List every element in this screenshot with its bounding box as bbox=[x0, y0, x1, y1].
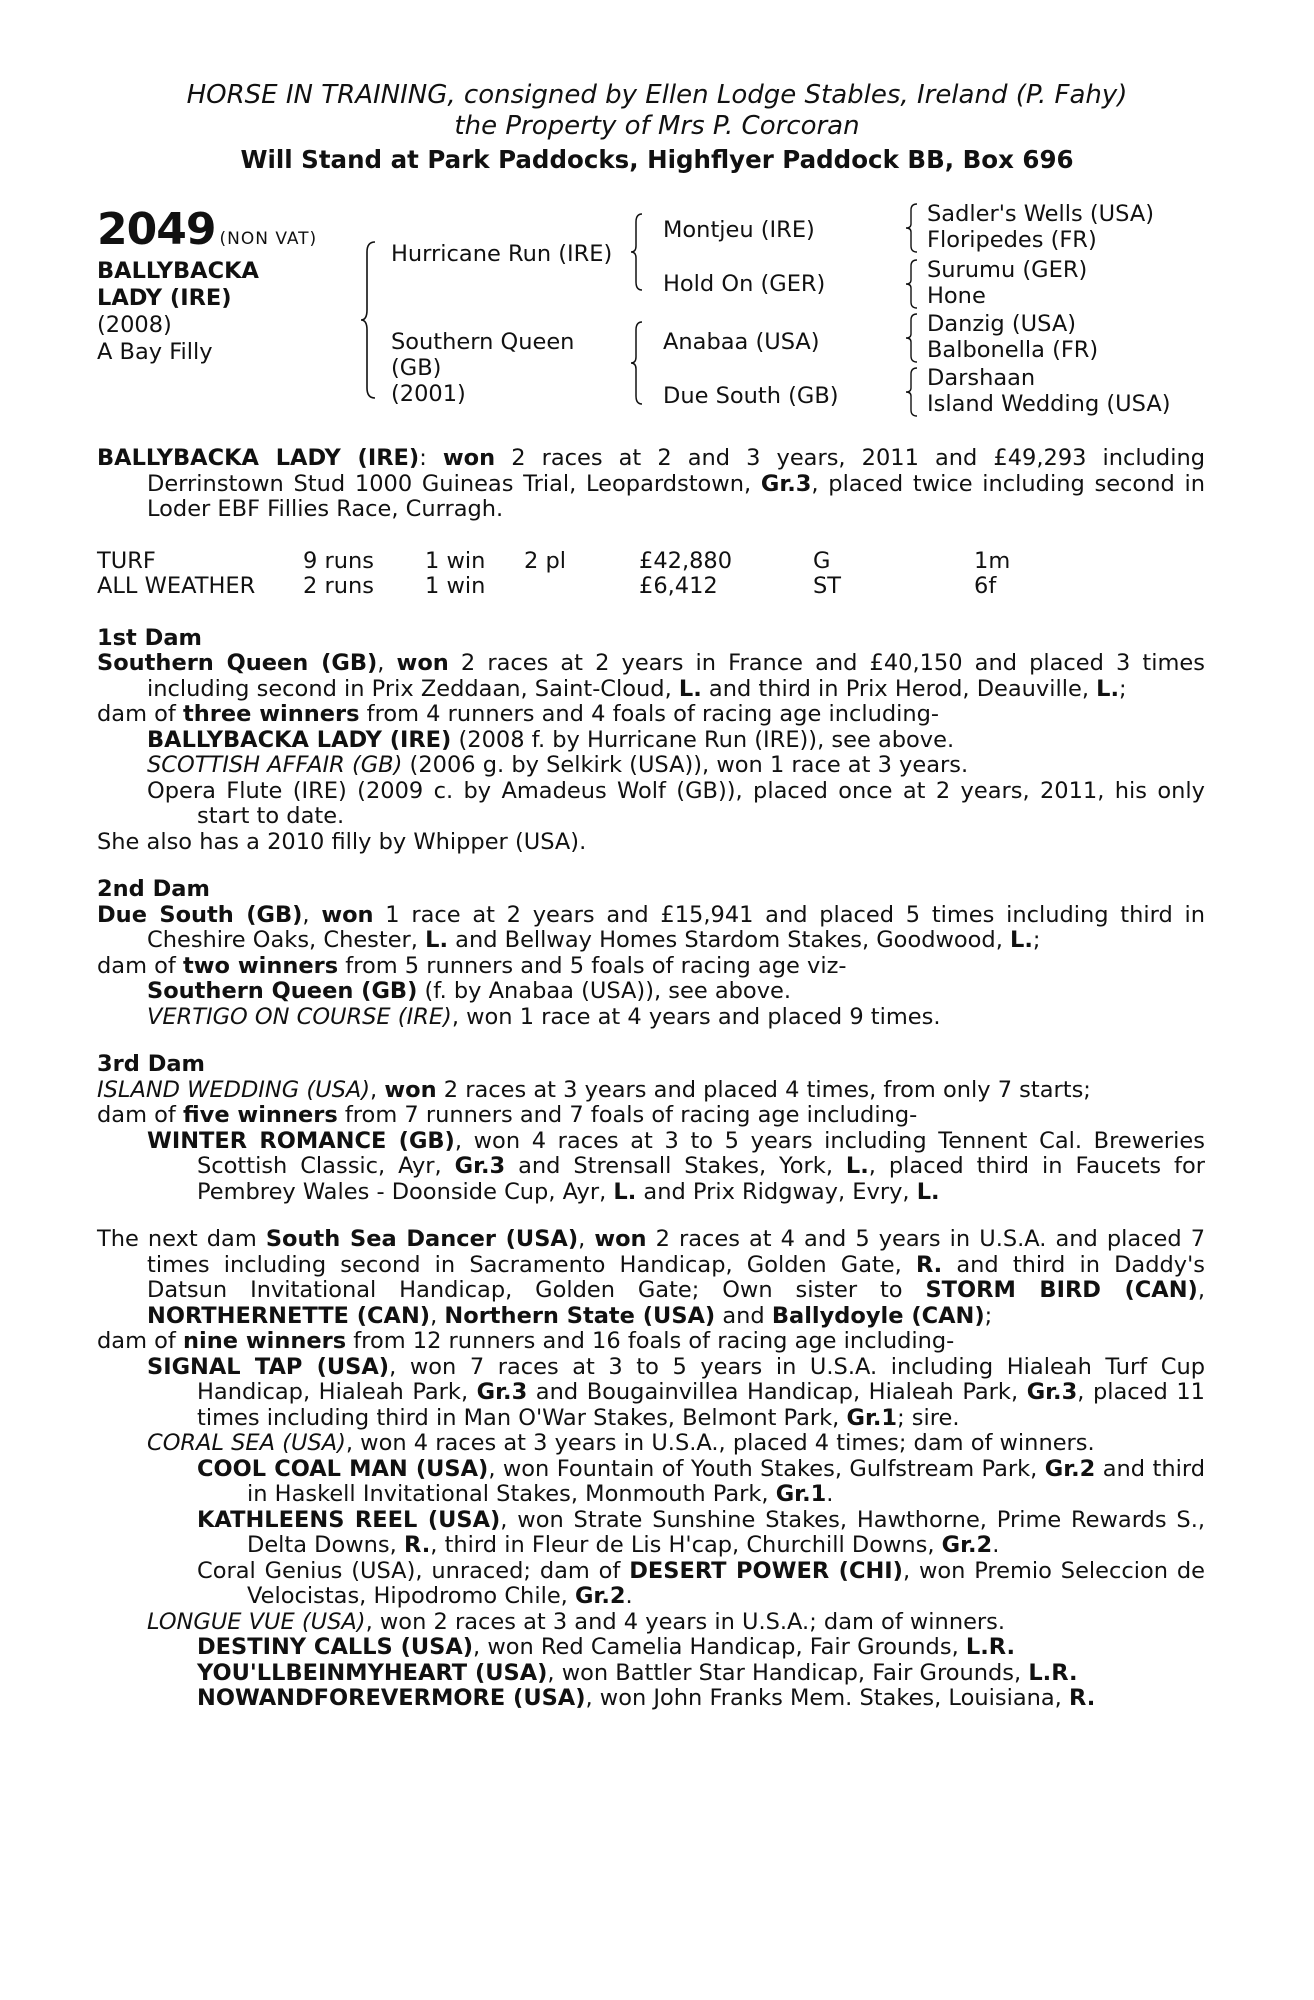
dam-line2: (GB) bbox=[391, 355, 442, 381]
brace-g3 bbox=[905, 312, 919, 364]
produce-item: Coral Genius (USA), unraced; dam of DESERT POWER (CHI), won Premio Seleccion de Velocistas, Hipodromo Chile, Gr.2. bbox=[197, 1557, 1206, 1609]
dam-sire: Anabaa (USA) bbox=[663, 329, 820, 355]
lot-number: 2049 bbox=[97, 204, 216, 255]
second-dam-record: Due South (GB), won 1 race at 2 years and £15,941 and placed 5 times including third in Cheshire Oaks, Chester, L. and Bellway Homes Stardom Stakes, Goodwood, L.; bbox=[97, 901, 1206, 953]
second-dam-produce: dam of two winners from 5 runners and 5 foals of racing age viz- bbox=[97, 952, 847, 979]
produce-item: SIGNAL TAP (USA), won 7 races at 3 to 5 years in U.S.A. including Hialeah Turf Cup Handicap, Hialeah Park, Gr.3 and Bougainvillea Handicap, Hialeah Park, Gr.3, placed 11 times including third in Man O'War Stakes, Belmont Park, Gr.1; sire. bbox=[147, 1353, 1205, 1431]
sire: Hurricane Run (IRE) bbox=[391, 241, 613, 267]
first-dam-note: She also has a 2010 filly by Whipper (USA). bbox=[97, 828, 587, 855]
dam-dam-sire: Darshaan bbox=[927, 365, 1036, 391]
produce-item: Southern Queen (GB) (f. by Anabaa (USA)), see above. bbox=[147, 978, 791, 1004]
produce-item: DESTINY CALLS (USA), won Red Camelia Handicap, Fair Grounds, L.R. bbox=[197, 1634, 1016, 1660]
produce-item: KATHLEENS REEL (USA), won Strate Sunshine Stakes, Hawthorne, Prime Rewards S., Delta Downs, R., third in Fleur de Lis H'cap, Churchill Downs, Gr.2. bbox=[197, 1506, 1205, 1558]
pedigree-brace-dam bbox=[630, 320, 644, 406]
catalogue-header bbox=[0, 80, 1314, 175]
horse-name bbox=[97, 258, 327, 312]
spacer bbox=[97, 1205, 1205, 1227]
produce-item: BALLYBACKA LADY (IRE) (2008 f. by Hurricane Run (IRE)), see above. bbox=[147, 726, 955, 753]
produce-item: YOU'LLBEINMYHEART (USA), won Battler Star Handicap, Fair Grounds, L.R. bbox=[197, 1659, 1078, 1686]
next-dam-produce: dam of nine winners from 12 runners and 16 foals of racing age including- bbox=[97, 1328, 955, 1354]
brace-g4 bbox=[905, 366, 919, 418]
brace-g2 bbox=[905, 258, 919, 310]
location-line: Will Stand at Park Paddocks, Highflyer Paddock BB, Box 696 bbox=[240, 145, 1074, 174]
foaling-year: (2008) bbox=[97, 312, 172, 338]
dam-line1: Southern Queen bbox=[391, 329, 575, 355]
horse-description: A Bay Filly bbox=[97, 339, 213, 365]
sire-dam-sire: Surumu (GER) bbox=[927, 257, 1088, 283]
spacer bbox=[97, 600, 1205, 626]
dam-sire-sire: Danzig (USA) bbox=[927, 311, 1076, 337]
third-dam-produce: dam of five winners from 7 runners and 7 foals of racing age including- bbox=[97, 1102, 918, 1128]
horse-name-line2: LADY (IRE) bbox=[97, 285, 232, 311]
produce-item: WINTER ROMANCE (GB), won 4 races at 3 to 5 years including Tennent Cal. Breweries Scottish Classic, Ayr, Gr.3 and Strensall Stakes, York, L., placed third in Faucets for Pembrey Wales - Doonside Cup, Ayr, L. and Prix Ridgway, Evry, L. bbox=[147, 1127, 1206, 1205]
produce-item: SCOTTISH AFFAIR (GB) (2006 g. by Selkirk (USA)), won 1 race at 3 years. bbox=[147, 752, 969, 778]
third-dam-heading: 3rd Dam bbox=[97, 1051, 205, 1077]
dam-dam: Due South (GB) bbox=[663, 383, 839, 409]
second-dam-heading: 2nd Dam bbox=[97, 876, 210, 902]
vat-status: (NON VAT) bbox=[219, 229, 318, 249]
spacer bbox=[97, 1030, 1205, 1052]
sire-dam: Hold On (GER) bbox=[663, 271, 826, 297]
owner-line: the Property of Mrs P. Corcoran bbox=[454, 111, 860, 141]
first-dam-heading: 1st Dam bbox=[97, 624, 202, 651]
produce-item: Opera Flute (IRE) (2009 c. by Amadeus Wolf (GB)), placed once at 2 years, 2011, his only start to date. bbox=[147, 777, 1205, 829]
produce-item: COOL COAL MAN (USA), won Fountain of Youth Stakes, Gulfstream Park, Gr.2 and third in Haskell Invitational Stakes, Monmouth Park, Gr.1. bbox=[197, 1455, 1205, 1507]
horse-summary: BALLYBACKA LADY (IRE): won 2 races at 2 and 3 years, 2011 and £49,293 including Derrinstown Stud 1000 Guineas Trial, Leopardstown, Gr.3, placed twice including second in Loder EBF Fillies Race, Curragh. bbox=[97, 445, 1205, 522]
sire-sire: Montjeu (IRE) bbox=[663, 217, 815, 243]
produce-item: VERTIGO ON COURSE (IRE), won 1 race at 4 years and placed 9 times. bbox=[147, 1003, 941, 1030]
horse-name-line1: BALLYBACKA bbox=[97, 258, 259, 284]
produce-item: LONGUE VUE (USA), won 2 races at 3 and 4 years in U.S.A.; dam of winners. bbox=[147, 1608, 1006, 1635]
first-dam-produce: dam of three winners from 4 runners and 4 foals of racing age including- bbox=[97, 701, 940, 727]
dam-dam-dam: Island Wedding (USA) bbox=[927, 391, 1171, 417]
record-row-turf: TURF 9 runs 1 win 2 pl £42,880 G 1m bbox=[97, 547, 1011, 574]
race-record-table bbox=[97, 549, 1205, 600]
spacer bbox=[97, 523, 1205, 549]
sire-sire-dam: Floripedes (FR) bbox=[927, 227, 1097, 253]
spacer bbox=[97, 855, 1205, 877]
next-dam-record: The next dam South Sea Dancer (USA), won 2 races at 4 and 5 years in U.S.A. and placed 7 times including second in Sacramento Handicap, Golden Gate, R. and third in Daddy's Datsun Invitational Handicap, Golden Gate; Own sister to STORM BIRD (CAN), NORTHERNETTE (CAN), Northern State (USA) and Ballydoyle (CAN); bbox=[97, 1226, 1206, 1329]
sire-dam-dam: Hone bbox=[927, 283, 986, 309]
dam-sire-dam: Balbonella (FR) bbox=[927, 337, 1099, 363]
dam-line3: (2001) bbox=[391, 381, 466, 407]
third-dam-record: ISLAND WEDDING (USA), won 2 races at 3 years and placed 4 times, from only 7 starts; bbox=[97, 1076, 1091, 1103]
first-dam-record: Southern Queen (GB), won 2 races at 2 years in France and £40,150 and placed 3 times including second in Prix Zeddaan, Saint-Cloud, L. and third in Prix Herod, Deauville, L.; bbox=[97, 650, 1205, 702]
lot-info bbox=[97, 206, 327, 366]
pedigree-block bbox=[97, 200, 1217, 430]
record-row-aw: ALL WEATHER 2 runs 1 win £6,412 ST 6f bbox=[97, 573, 997, 599]
brace-g1 bbox=[905, 202, 919, 254]
produce-item: CORAL SEA (USA), won 4 races at 3 years in U.S.A., placed 4 times; dam of winners. bbox=[147, 1430, 1095, 1456]
produce-item: NOWANDFOREVERMORE (USA), won John Franks Mem. Stakes, Louisiana, R. bbox=[197, 1685, 1096, 1711]
pedigree-brace-main bbox=[359, 240, 377, 400]
consignor-line: HORSE IN TRAINING, consigned by Ellen Lodge Stables, Ireland (P. Fahy) bbox=[186, 80, 1128, 110]
sire-sire-sire: Sadler's Wells (USA) bbox=[927, 201, 1155, 227]
catalogue-body bbox=[97, 446, 1205, 1712]
pedigree-brace-sire bbox=[630, 212, 644, 292]
